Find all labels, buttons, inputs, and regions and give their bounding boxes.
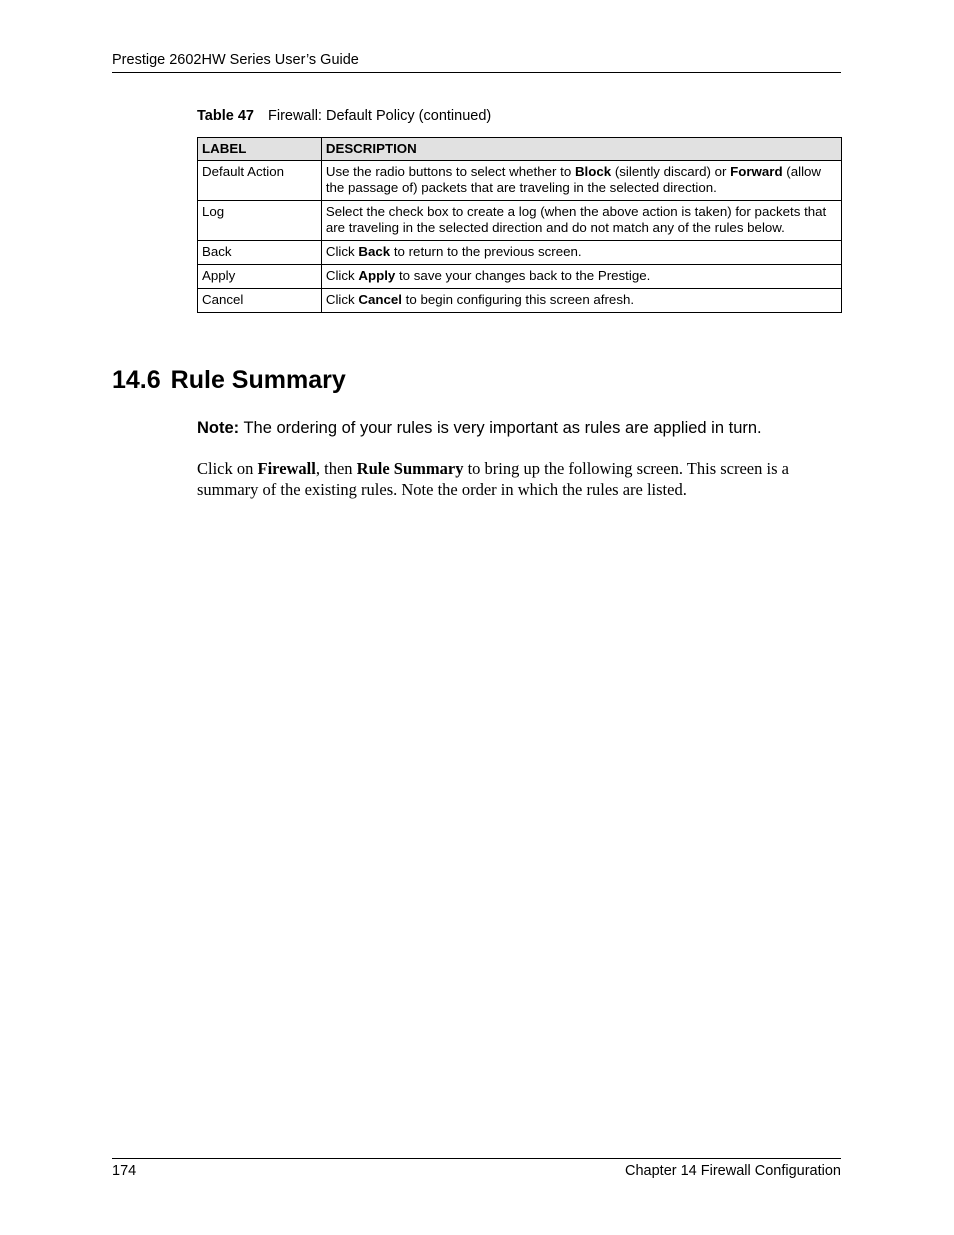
chapter-title: Chapter 14 Firewall Configuration [625,1163,841,1179]
table-caption-title: Firewall: Default Policy (continued) [267,108,492,124]
row-label: Apply [198,265,322,289]
paragraph-segment: Firewall [257,459,316,478]
table-header-row [198,138,842,161]
row-description [321,201,841,241]
note [197,418,842,438]
description-segment: Forward [730,164,783,179]
description-segment: Select the check box to create a log (when the above action is taken) for packets that are traveling in the selected direction and do not match any of the rules below. [325,204,827,235]
description-segment: Click [325,292,359,307]
description-segment: Click [325,268,359,283]
default-policy-table [197,137,842,313]
paragraph-segment: , then [315,459,357,478]
section-number: 14.6 [112,366,161,394]
running-footer [112,1158,841,1180]
table-row [198,265,842,289]
guide-title: Prestige 2602HW Series User’s Guide [112,52,359,68]
description-segment: Back [358,244,391,259]
table-caption [197,108,491,125]
description-segment: Apply [358,268,396,283]
table-row [198,289,842,313]
description-segment: to save your changes back to the Prestige. [395,268,651,283]
running-header [112,52,841,73]
note-text: The ordering of your rules is very important as rules are applied in turn. [239,419,762,437]
description-segment: Click [325,244,359,259]
table-row [198,201,842,241]
section-title: Rule Summary [170,366,346,394]
table-body [198,161,842,313]
description-segment: Cancel [358,292,402,307]
row-description [321,289,841,313]
description-segment: (silently discard) or [611,164,731,179]
paragraph-segment: Rule Summary [356,459,464,478]
column-header-description: DESCRIPTION [321,138,841,161]
row-description [321,265,841,289]
row-label: Back [198,241,322,265]
table-row [198,241,842,265]
row-description [321,161,841,201]
page-number: 174 [112,1163,137,1179]
description-segment: (allow the passage of) packets that are traveling in the selected direction. [325,164,822,195]
row-description [321,241,841,265]
description-segment: to begin configuring this screen afresh. [401,292,635,307]
description-segment: Use the radio buttons to select whether to [325,164,575,179]
paragraph-segment: to bring up the following screen. This screen is a summary of the existing rules. Note the order in which the rules are listed. [197,459,789,499]
row-label: Log [198,201,322,241]
description-segment: to return to the previous screen. [390,244,582,259]
paragraph-segment: Click on [197,459,258,478]
row-label: Cancel [198,289,322,313]
section-heading [112,364,346,396]
body-paragraph [197,459,842,500]
note-label: Note: [197,419,240,437]
column-header-label: LABEL [198,138,322,161]
table-row [198,161,842,201]
description-segment: Block [574,164,612,179]
row-label: Default Action [198,161,322,201]
table-caption-number: Table 47 [197,108,254,124]
